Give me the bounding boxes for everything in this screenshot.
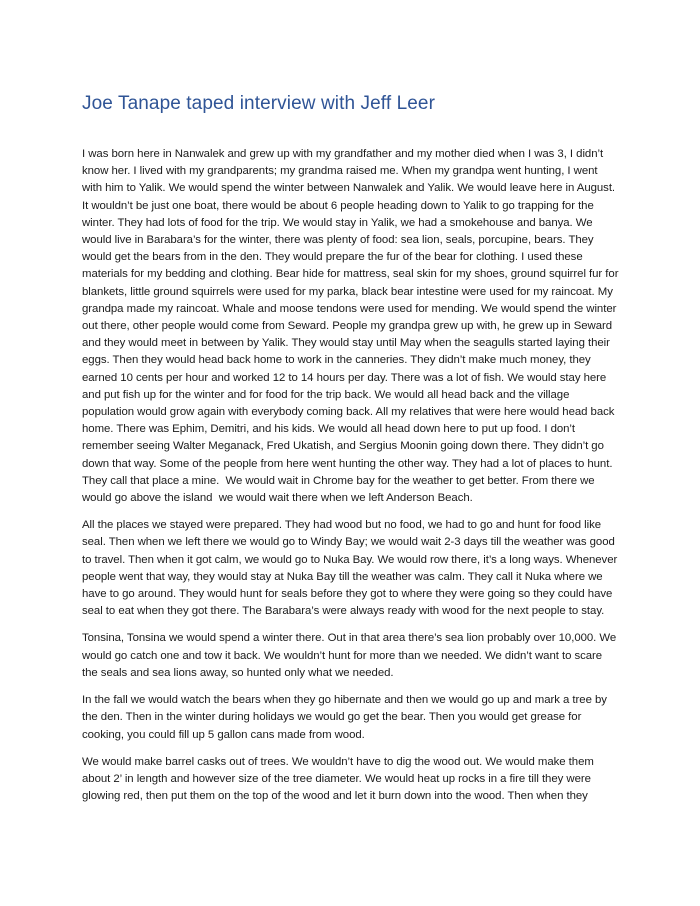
paragraph: Tonsina, Tonsina we would spend a winter there. Out in that area there’s sea lion probably over 10,000. We would go catch one and tow it back. We wouldn’t hunt for more than we needed. We didn’t want to scare the seals and sea lions away, so hunted only what we needed. [82, 632, 620, 679]
paragraph: We would make barrel casks out of trees. We wouldn’t have to dig the wood out. We would make them about 2’ in length and however size of the tree diameter. We would heat up rocks in a fire till they were glowing red, then put them on the top of the wood and let it burn down into the wood. Then when they [82, 755, 597, 803]
document-body [82, 146, 620, 805]
paragraph: In the fall we would watch the bears when they go hibernate and then we would go up and mark a tree by the den. Then in the winter during holidays we would go get the bear. Then you would get grease for cooking, you could fill up 5 gallon cans made from wood. [82, 694, 611, 741]
paragraph: I was born here in Nanwalek and grew up with my grandfather and my mother died when I was 3, I didn’t know her. I lived with my grandparents; my grandma raised me. When my grandpa went hunting, I went with him to Yalik. We would spend the winter between Nanwalek and Yalik. We would leave here in August. It wouldn’t be just one boat, there would be about 6 people heading down to Yalik to go trapping for the winter. They had lots of food for the trip. We would stay in Yalik, we had a smokehouse and banya. We would live in Barabara’s for the winter, there was plenty of food: sea lion, seals, porcupine, bears. They would get the bears from in the den. They would prepare the fur of the bear for clothing. I used these materials for my bedding and clothing. Bear hide for mattress, seal skin for my shoes, ground squirrel fur for blankets, little ground squirrels were used for my parka, black bear intestine were used for my raincoat. My grandpa made my raincoat. Whale and moose tendons were used for mending. We would spend the winter out there, other people would come from Seward. People my grandpa grew up with, he grew up in Seward and they would meet in between by Yalik. They would stay until May when the seagulls started laying their eggs. Then they would head back home to work in the canneries. They didn’t make much money, they earned 10 cents per hour and worked 12 to 14 hours per day. There was a lot of fish. We would stay here and put fish up for the winter and for food for the trip back. We would all head back and the village population would grow again with everybody coming back. All my relatives that were here would head back home. There was Ephim, Demitri, and his kids. We would all head down here to put up food. I don’t remember seeing Walter Meganack, Fred Ukatish, and Sergius Moonin going down there. They didn’t go down that way. Some of the people from here went hunting the other way. They had a lot of places to hunt. They call that place a mine. We would wait in Chrome bay for the weather to get better. From there we would go above the island we would wait there when we left Anderson Beach. [82, 148, 622, 505]
document-title: Joe Tanape taped interview with Jeff Leer [82, 93, 436, 114]
paragraph: All the places we stayed were prepared. They had wood but no food, we had to go and hunt for food like seal. Then when we left there we would go to Windy Bay; we would wait 2-3 days till the weather was good to travel. Then when it got calm, we would go to Nuka Bay. We would row there, it’s a long ways. Whenever people went that way, they would stay at Nuka Bay till the weather was calm. They call it Nuka where we have to go around. They would hunt for seals before they got to where they were going so they could have seal to eat when they got there. The Barabara’s were always ready with wood for the next people to stay. [82, 519, 621, 618]
